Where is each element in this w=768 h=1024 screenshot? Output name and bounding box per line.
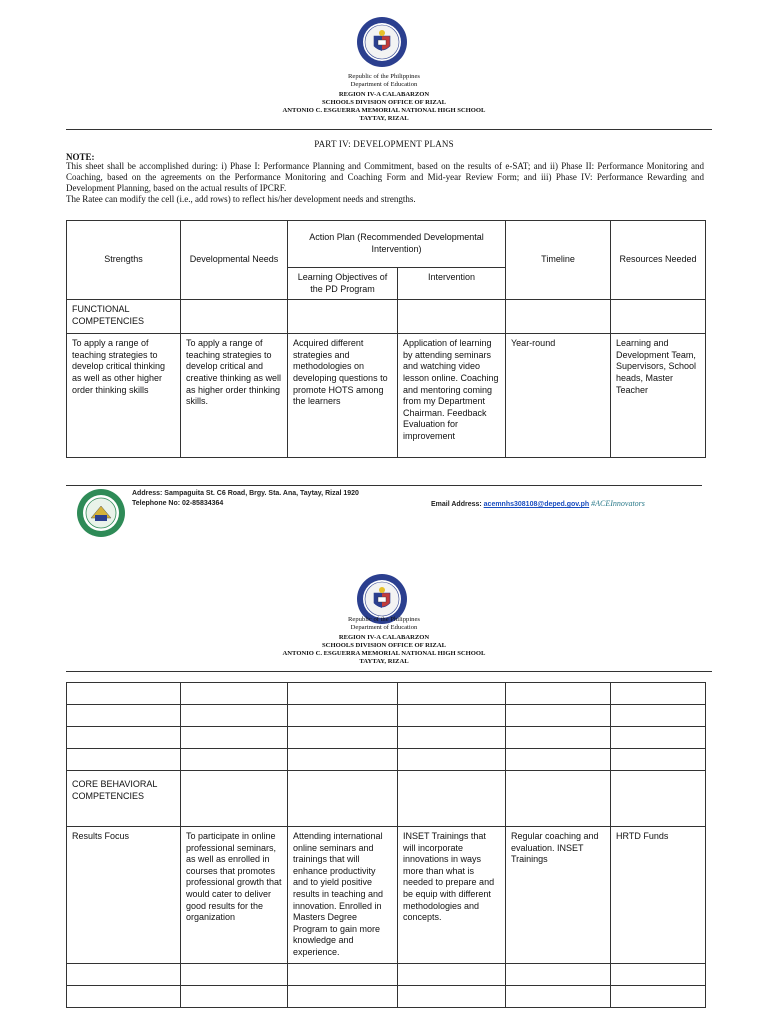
table-cell bbox=[398, 986, 506, 1008]
cell-learning-objectives: Acquired different strategies and methodologies on developing questions to promote HOTS among the learners bbox=[288, 334, 398, 458]
table-cell bbox=[611, 727, 706, 749]
header-action-plan: Action Plan (Recommended Developmental Intervention) bbox=[288, 221, 506, 268]
table-cell bbox=[288, 986, 398, 1008]
table-row bbox=[67, 749, 706, 771]
footer-email-label: Email Address: bbox=[431, 501, 482, 508]
page-title: PART IV: DEVELOPMENT PLANS bbox=[314, 139, 454, 149]
table-cell bbox=[611, 964, 706, 986]
header-learning-objectives: Learning Objectives of the PD Program bbox=[288, 268, 398, 300]
cell-resources: HRTD Funds bbox=[611, 827, 706, 964]
table-cell bbox=[506, 964, 611, 986]
table-cell bbox=[506, 727, 611, 749]
school-logo-icon bbox=[76, 488, 126, 538]
table-cell bbox=[611, 705, 706, 727]
table-cell bbox=[611, 749, 706, 771]
development-plan-table-continued bbox=[66, 682, 706, 1008]
table-cell bbox=[67, 705, 181, 727]
header-department: Department of Education bbox=[350, 624, 418, 631]
header-location: TAYTAY, RIZAL bbox=[359, 115, 409, 122]
table-cell bbox=[398, 749, 506, 771]
table-cell bbox=[181, 705, 288, 727]
table-cell bbox=[67, 749, 181, 771]
header-region: REGION IV-A CALABARZON bbox=[338, 91, 430, 98]
cell-strengths: Results Focus bbox=[67, 827, 181, 964]
table-cell bbox=[67, 727, 181, 749]
table-cell bbox=[611, 683, 706, 705]
note-text bbox=[66, 161, 704, 205]
table-cell bbox=[181, 986, 288, 1008]
table-cell bbox=[398, 300, 506, 334]
table-row bbox=[67, 727, 706, 749]
cell-developmental-needs: To apply a range of teaching strategies to develop critical and creative thinking as well as higher order thinking skills. bbox=[181, 334, 288, 458]
table-row bbox=[67, 827, 706, 964]
table-cell bbox=[181, 727, 288, 749]
header-department: Department of Education bbox=[350, 81, 418, 88]
table-cell bbox=[611, 986, 706, 1008]
header-division: SCHOOLS DIVISION OFFICE OF RIZAL bbox=[322, 99, 446, 106]
table-cell bbox=[506, 749, 611, 771]
table-row bbox=[67, 683, 706, 705]
table-cell bbox=[181, 964, 288, 986]
header-rule bbox=[66, 129, 712, 130]
table-cell bbox=[67, 986, 181, 1008]
development-plan-table bbox=[66, 220, 706, 458]
cell-strengths: To apply a range of teaching strategies to develop critical thinking as well as other higher order thinking skills bbox=[67, 334, 181, 458]
header-school: ANTONIO C. ESGUERRA MEMORIAL NATIONAL HIGH SCHOOL bbox=[282, 107, 486, 114]
cell-learning-objectives: Attending international online seminars and trainings that will enhance productivity and to yield positive results in teaching and innovation. Enrolled in Masters Degree Program to gain more knowledge and experience. bbox=[288, 827, 398, 964]
table-cell bbox=[398, 771, 506, 827]
table-cell bbox=[288, 727, 398, 749]
header-rule bbox=[66, 671, 712, 672]
footer-email-link[interactable]: acemnhs308108@deped.gov.ph bbox=[483, 501, 590, 508]
table-cell bbox=[181, 771, 288, 827]
footer-hashtag: #ACEInnovators bbox=[591, 499, 645, 508]
table-cell bbox=[398, 964, 506, 986]
table-cell bbox=[288, 964, 398, 986]
note-body: This sheet shall be accomplished during: i) Phase I: Performance Planning and Commitment, based on the results of e-SAT; and ii) Phase II: Performance Monitoring and Coaching, based on the agreements on the Performance Monitoring and Coaching Form and Mid-year Review Form; and iii) Phase IV: Performance Rewarding and Development Planning, based on the actual results of IPCRF. bbox=[66, 161, 704, 193]
note-label: NOTE: bbox=[66, 152, 95, 162]
note-body-2: The Ratee can modify the cell (i.e., add rows) to reflect his/her development needs and strengths. bbox=[66, 194, 416, 204]
document-page-2 bbox=[0, 560, 768, 1024]
header-republic: Republic of the Philippines bbox=[348, 616, 420, 623]
table-row bbox=[67, 334, 706, 458]
table-cell bbox=[67, 683, 181, 705]
header-timeline: Timeline bbox=[506, 221, 611, 300]
footer-telephone: Telephone No: 02-85834364 bbox=[132, 500, 224, 507]
table-cell bbox=[288, 683, 398, 705]
footer-rule bbox=[66, 485, 702, 486]
cell-intervention: Application of learning by attending seminars and watching video lesson online. Coaching and mentoring coming from my Department Chairman. Feedback Evaluation for improvement bbox=[398, 334, 506, 458]
header-division: SCHOOLS DIVISION OFFICE OF RIZAL bbox=[322, 642, 446, 649]
cell-developmental-needs: To participate in online professional seminars, as well as enrolled in courses that promotes professional growth that would cater to deliver good results for the organization bbox=[181, 827, 288, 964]
header-region: REGION IV-A CALABARZON bbox=[338, 634, 430, 641]
table-cell bbox=[611, 771, 706, 827]
deped-seal-icon bbox=[356, 16, 408, 68]
table-cell bbox=[181, 683, 288, 705]
table-cell bbox=[288, 300, 398, 334]
table-cell bbox=[288, 705, 398, 727]
header-resources-needed: Resources Needed bbox=[611, 221, 706, 300]
header-developmental-needs: Developmental Needs bbox=[181, 221, 288, 300]
table-cell bbox=[506, 705, 611, 727]
table-row bbox=[67, 986, 706, 1008]
table-cell bbox=[398, 683, 506, 705]
cell-timeline: Regular coaching and evaluation. INSET Trainings bbox=[506, 827, 611, 964]
section-core-behavioral-competencies: CORE BEHAVIORAL COMPETENCIES bbox=[67, 771, 181, 827]
section-functional-competencies: FUNCTIONAL COMPETENCIES bbox=[67, 300, 181, 334]
header-strengths: Strengths bbox=[67, 221, 181, 300]
cell-resources: Learning and Development Team, Supervisors, School heads, Master Teacher bbox=[611, 334, 706, 458]
table-cell bbox=[506, 300, 611, 334]
table-cell bbox=[398, 727, 506, 749]
table-cell bbox=[506, 771, 611, 827]
header-republic: Republic of the Philippines bbox=[348, 73, 420, 80]
table-cell bbox=[181, 749, 288, 771]
footer-address: Address: Sampaguita St. C6 Road, Brgy. Sta. Ana, Taytay, Rizal 1920 bbox=[132, 490, 359, 497]
table-cell bbox=[67, 964, 181, 986]
table-cell bbox=[288, 749, 398, 771]
table-cell bbox=[611, 300, 706, 334]
table-cell bbox=[506, 683, 611, 705]
table-row bbox=[67, 964, 706, 986]
table-cell bbox=[288, 771, 398, 827]
header-school: ANTONIO C. ESGUERRA MEMORIAL NATIONAL HIGH SCHOOL bbox=[282, 650, 486, 657]
table-cell bbox=[398, 705, 506, 727]
header-intervention: Intervention bbox=[398, 268, 506, 300]
table-cell bbox=[506, 986, 611, 1008]
cell-intervention: INSET Trainings that will incorporate innovations in ways more than what is needed to prepare and be equip with different methodologies and concepts. bbox=[398, 827, 506, 964]
table-cell bbox=[181, 300, 288, 334]
header-location: TAYTAY, RIZAL bbox=[359, 658, 409, 665]
table-row bbox=[67, 705, 706, 727]
cell-timeline: Year-round bbox=[506, 334, 611, 458]
